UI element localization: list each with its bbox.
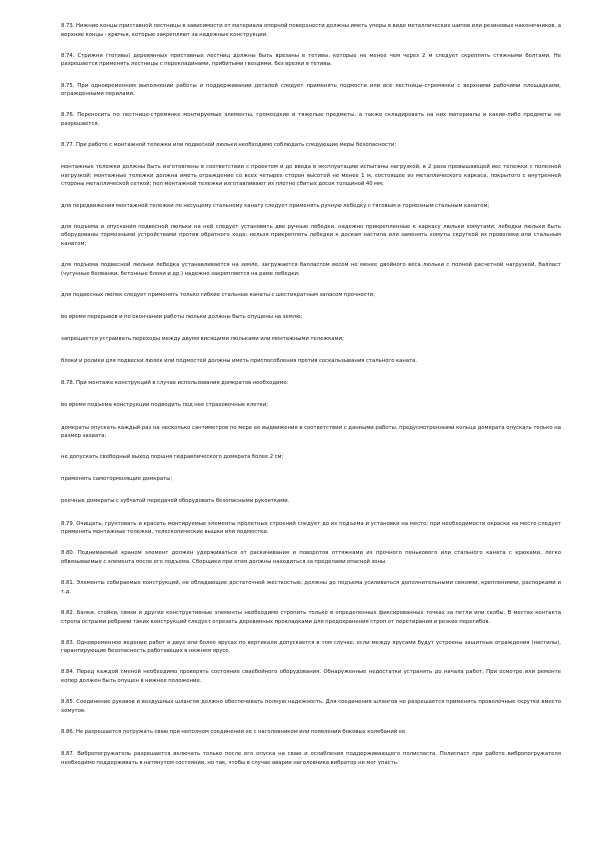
list-item-self-braking-jacks: применять самотормозящие домкраты;	[61, 476, 173, 483]
list-item-piston-limit: не допускать свободный выход поршня гидравлического домкрата более 2 см;	[61, 454, 284, 461]
paragraph-8-73: 8.73. Нижние концы приставной лестницы в зависимости от материала опорной поверхности должны иметь упоры в виде металлических шипов или резиновых наконечников, а верхние концы - крючья, которые закрепляют за надежные конструкции.	[61, 23, 561, 38]
paragraph-8-87: 8.87. Вибропогружатель разрешается включать только после его опуска на сваю и ослабления поддерживающего полиспаста. Полиспаст при работе вибропогружателя необходимо поддерживать в натянутом состоянии, но так, чтобы в случае аварии наголовника вибратор не мог упасть.	[61, 751, 561, 766]
list-item-safety-cages: во время подъема конструкции подводить под нее страховочные клетки;	[61, 402, 268, 409]
paragraph-8-75: 8.75. При одновременном выполнении работы и поддерживании деталей следует применять подмости или все лестницы-стремянки с верхними рабочими площадками, огражденными перилами.	[61, 82, 561, 98]
paragraph-8-74: 8.74. Стрижни (тетивы) деревянных приставных лестниц должны быть врезаны в тетивы, которые не менее чем через 2 м следует скреплять стяжными болтами. Не разрешается применять лестницы с перекладинами, прибитыми гвоздями, без врезки в тетивы.	[61, 52, 561, 68]
list-item-rack-jacks: реечные домкраты с зубчатой передачей оборудовать безопасными рукоятками.	[61, 498, 290, 505]
paragraph-8-76: 8.76. Переносить по лестнице-стремянке монтируемые элементы, громоздкие и тяжелые предметы, а также складировать на них материалы и какие-либо предметы не разрешается.	[61, 112, 561, 127]
list-item-jack-lowering: домкраты опускать каждый раз на несколько сантиметров по мере ее выдвижения в соответствии с данными работы, предусмотренными кольца домкрата опускать только на размер захвата;	[61, 424, 561, 440]
paragraph-8-80: 8.80. Поднимаемый краном элемент должен удерживаться от раскачивания и поворотов оттяжками из прочного пенькового или стального каната с крюками, легко обвязываемые с элемента после его подъема. Сборщики при этом должны находиться за пределами опасной зоны.	[61, 550, 561, 565]
list-item-cradle-ballast: для подъема подвесной люльки лебедка устанавливается на земле, загружается балластом весом не менее двойного веса люльки с полной расчетной нагрузкой, балласт (чугунные болванки, бетонные блоки и др.) надежно закрепляется на раме лебедки;	[61, 262, 561, 277]
paragraph-8-81: 8.81. Элементы собираемых конструкций, не обладающие достаточной жесткостью, должны до подъема усиливаться дополнительными связями, креплениями, распорками и т.д.	[61, 580, 561, 595]
paragraph-8-77: 8.77. При работе с монтажной тележки или подвесной люльки необходимо соблюдать следующие меры безопасности:	[61, 142, 397, 149]
paragraph-8-82: 8.82. Балки, стойки, связи и другие конструктивные элементы необходимо стропить только в определенных фиксированных точках за петли или скобы. В местах контакта стропа острыми ребрами таких конструкций следует отрезать деревянных прокладками для предохранения строп от перетирания и резких перегибов.	[61, 609, 561, 625]
list-item-no-crossings: запрещается устраивать переходы между двумя висящими люльками или монтажными тележками;	[61, 336, 344, 343]
list-item-mounting-cart: монтажные тележки должны быть изготовлены в соответствии с проектом и до ввода в эксплуатацию испытаны нагрузкой, в 2 раза превышающей вес тележки с полезной нагрузкой; монтажные тележки должна иметь ограждение со всех четырех сторон высотой не менее 1 м, состоящее из металлического каркаса, покрытого с внутренней стороны металлической сеткой; пол монтажной тележки изготавливают из плотно сбитых досок толщиной 40 мм;	[61, 164, 561, 188]
paragraph-8-86: 8.86. Не разрешается погружать сваю при неполном соединении ее с наголовником или появлении боковых колебаний ее.	[61, 729, 407, 736]
paragraph-8-84: 8.84. Перед каждой сменой необходимо проверять состояние сваебойного оборудования. Обнаруженные недостатки устранять до начала работ. При осмотре или ремонте копер должен быть опущен в нижнее положение.	[61, 669, 561, 685]
list-item-flexible-ropes: для подвесных люлек следует применять только гибкие стальные канаты с шестикратным запасом прочности;	[61, 291, 376, 298]
paragraph-8-83: 8.83. Одновременное ведение работ в двух или более ярусах по вертикали допускается в том случае, если между ярусами будут устроены защитные ограждения (настилы), гарантирующие безопасность работающих в нижнем ярусе.	[61, 639, 561, 655]
list-item-cradle-winches: для подъема и опускания подвесной люльки на ней следует установить две ручные лебедки, надежно прикрепленные к каркасу люльки хомутами; лебедки люльки быть оборудованы тормозными устройствами против обратного хода; нельзя прикреплять лебедки к доскам настила или заменять хомуты скруткой из проволоки или стальным канатом;	[61, 223, 561, 247]
paragraph-8-78: 8.78. При монтаже конструкций в случае использования домкратов необходимо:	[61, 380, 289, 387]
list-item-cart-winch: для передвижения монтажной тележки по несущему стальному канату следует применять ручную лебедку с тяговым и тормозным стальным канатом;	[61, 202, 490, 209]
list-item-lower-cradles: во время перерывов и по окончании работы люльки должны быть опущены на землю;	[61, 314, 303, 321]
paragraph-8-79: 8.79. Очищать, грунтовать и красить монтируемые элементы пролетных строений следует до их подъема и установки на место; при необходимости окраски на месте следует применять монтажные тележки, телескопические вышки или подмостки.	[61, 520, 561, 536]
list-item-blocks-rollers: блоки и ролики для подвески люлек или подмостей должны иметь приспособления против соскальзывания стального каната.	[61, 358, 418, 365]
paragraph-8-85: 8.85. Соединение рукавов и воздушных шлангов должно обеспечивать полную надежность. Для соединения шлангов не разрешается применять проволочные скрутки вместо хомутов.	[61, 699, 561, 714]
